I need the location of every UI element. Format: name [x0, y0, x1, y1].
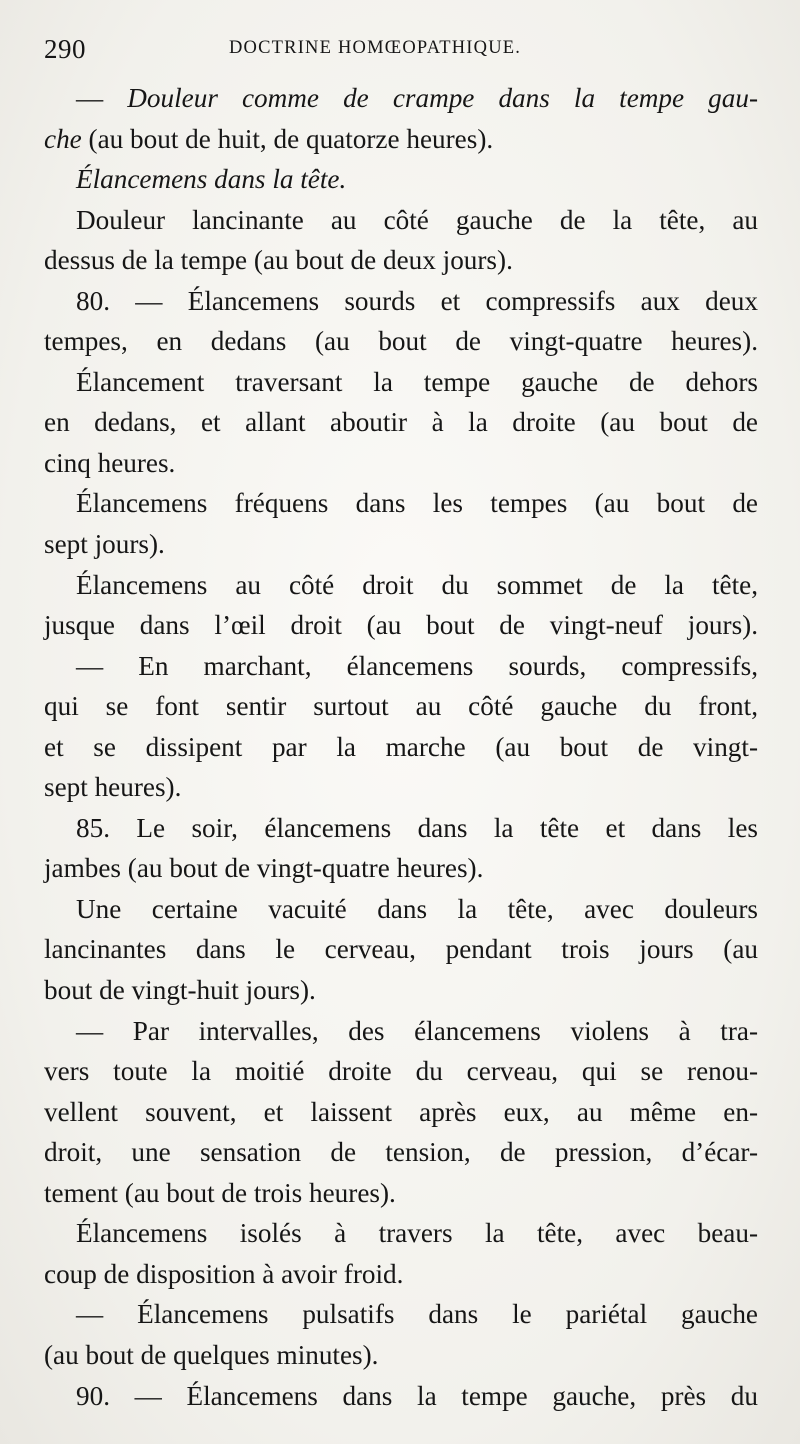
- text-span: (au bout de huit, de quatorze heures).: [81, 123, 494, 154]
- text-line: jambes (au bout de vingt-quatre heures).: [44, 853, 484, 884]
- text-line: droit, une sensation de tension, de pression, d’écar-: [44, 1137, 758, 1168]
- text-line: et se dissipent par la marche (au bout de vingt-: [44, 731, 758, 762]
- text-line: (au bout de quelques minutes).: [44, 1339, 379, 1370]
- text-line: vers toute la moitié droite du cerveau, qui se renou-: [44, 1056, 758, 1087]
- text-line: bout de vingt-huit jours).: [44, 975, 316, 1006]
- text-line: [44, 78, 758, 119]
- text-line: Élancement traversant la tempe gauche de dehors: [76, 366, 758, 397]
- text-line: sept jours).: [44, 529, 165, 560]
- text-line: vellent souvent, et laissent après eux, au même en-: [44, 1096, 758, 1127]
- text-line: cinq heures.: [44, 447, 176, 478]
- text-line: Douleur lancinante au côté gauche de la tête, au: [76, 204, 758, 235]
- text-line: — En marchant, élancemens sourds, compressifs,: [76, 650, 758, 681]
- text-line: 80. — Élancemens sourds et compressifs aux deux: [76, 285, 758, 316]
- text-line: 85. Le soir, élancemens dans la tête et dans les: [76, 812, 758, 843]
- running-head: DOCTRINE HOMŒOPATHIQUE.: [229, 38, 522, 58]
- italic-text: che: [44, 123, 82, 154]
- text-line: 90. — Élancemens dans la tempe gauche, près du: [76, 1380, 758, 1411]
- text-line: [44, 119, 758, 160]
- text-line: Élancemens au côté droit du sommet de la tête,: [76, 569, 758, 600]
- italic-text: Douleur comme de crampe dans la tempe gau-: [127, 83, 758, 113]
- text-line: dessus de la tempe (au bout de deux jours).: [44, 245, 513, 276]
- text-line: Élancemens isolés à travers la tête, avec beau-: [76, 1218, 758, 1249]
- text-line: Élancemens fréquens dans les tempes (au bout de: [76, 488, 758, 519]
- section-heading: Élancemens dans la tête.: [76, 164, 347, 195]
- page-header: [44, 34, 764, 64]
- text-line: Une certaine vacuité dans la tête, avec douleurs: [76, 893, 758, 924]
- page-number: 290: [44, 34, 86, 64]
- text-line: — Élancemens pulsatifs dans le pariétal gauche: [76, 1299, 758, 1330]
- text-line: en dedans, et allant aboutir à la droite (au bout de: [44, 407, 758, 438]
- text-line: jusque dans l’œil droit (au bout de vingt-neuf jours).: [44, 610, 758, 641]
- text-line: sept heures).: [44, 772, 182, 803]
- text-line: tement (au bout de trois heures).: [44, 1177, 396, 1208]
- text-line: qui se font sentir surtout au côté gauche du front,: [44, 691, 758, 722]
- text-line: — Par intervalles, des élancemens violens à tra-: [76, 1015, 758, 1046]
- text-span: —: [76, 83, 128, 113]
- body-text: [44, 78, 758, 1416]
- text-line: tempes, en dedans (au bout de vingt-quatre heures).: [44, 326, 758, 357]
- text-line: coup de disposition à avoir froid.: [44, 1258, 404, 1289]
- text-line: lancinantes dans le cerveau, pendant trois jours (au: [44, 934, 758, 965]
